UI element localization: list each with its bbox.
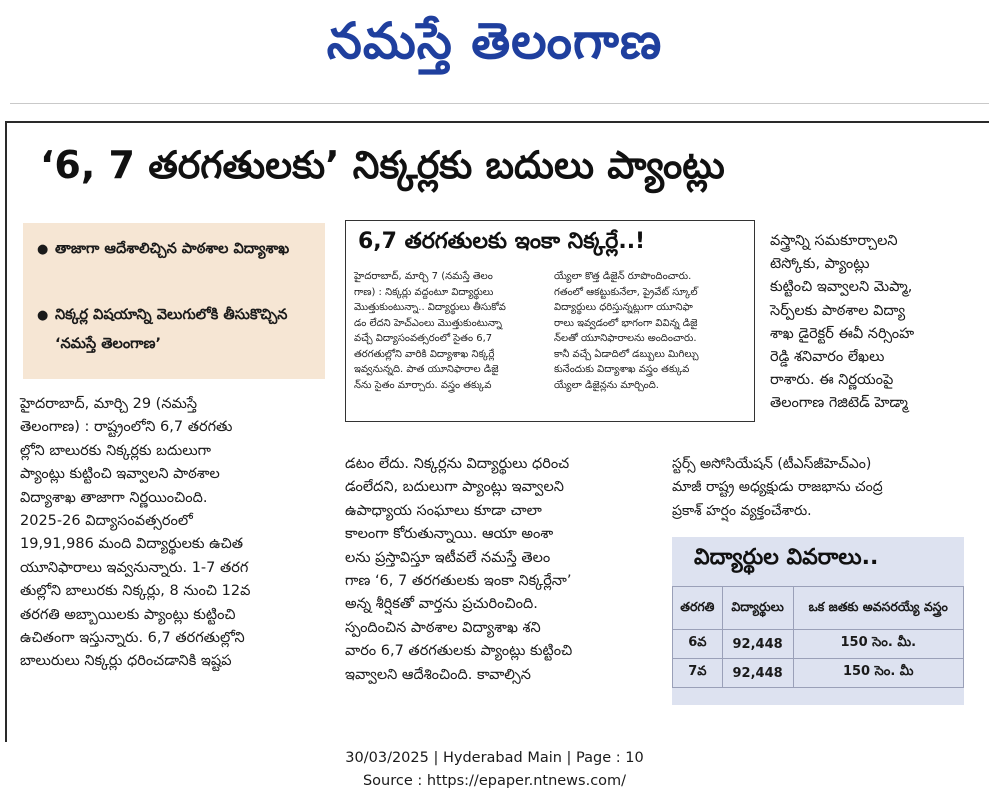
article-column-2: డటం లేదు. నిక్కర్లను విద్యార్థులు ధరించ డంలేదని, బదులుగా ప్యాంట్లు ఇవ్వాలని ఉపాధ్యాయ సంఘాలు కూడా చాలా కాలంగా కోరుతున్నాయి. ఆయా అంశా లను ప్రస్తావిస్తూ ఇటీవలే నమస్తే తెలం గాణ ‘6, 7 తరగతులకు ఇంకా నిక్కర్లేనా’ అన్న శీర్షికతో వార్తను ప్రచురించింది. స్పందించిన పాఠశాల విద్యాశాఖ శని వారం 6,7 తరగతులకు ప్యాంట్లు కుట్టించి ఇవ్వాలని ఆదేశించింది. కావాల్సిన — [345, 456, 573, 683]
table-header-row: తరగతి విద్యార్థులు ఒక జతకు అవసరయ్యే వస్త్రం — [673, 587, 964, 630]
inset-column-left: హైదరాబాద్, మార్చి 7 (నమస్తే తెలం గాణ) : నిక్కర్లు వద్దంటూ విద్యార్థులు మొత్తుకుంటున్నా.. విద్యార్థులు తీసుకోవ డం లేదని హెచ్ఎంలు మొత్తుకుంటున్నా వచ్చే విద్యాసంవత్సరంలో సైతం 6,7 తరగతుల్లోని వారికి విద్యాశాఖ నిక్కర్లే ఇవ్వనున్నది. పాత యూనిఫారాల డిజై న్‌ను సైతం మార్చారు. వస్త్రం తక్కువ — [354, 271, 506, 391]
student-details-table — [672, 586, 964, 688]
bullet-icon: ● — [37, 242, 49, 257]
highlights-box — [23, 223, 325, 379]
article-column-1: హైదరాబాద్, మార్చి 29 (నమస్తే తెలంగాణ) : రాష్ట్రంలోని 6,7 తరగతు ల్లోని బాలురకు నిక్కర్లకు బదులుగా ప్యాంట్లు కుట్టించి ఇవ్వాలని పాఠశాల విద్యాశాఖ తాజాగా నిర్ణయించింది. 2025-26 విద్యాసంవత్సరంలో 19,91,986 మంది విద్యార్థులకు ఉచిత యూనిఫారాలు ఇవ్వనున్నారు. 1-7 తరగ తుల్లోని బాలురకు నిక్కర్లు, 8 నుంచి 12వ తరగతి అబ్బాయిలకు ప్యాంట్లు కుట్టించి ఉచితంగా ఇస్తున్నారు. 6,7 తరగతుల్లోని బాలురులు నిక్కర్లు ధరించడానికి ఇష్టప — [20, 396, 251, 670]
newspaper-logo: నమస్తే తెలంగాణ — [326, 12, 663, 70]
footer-source-line: Source : https://epaper.ntnews.com/ — [362, 773, 627, 789]
student-details-box — [672, 537, 964, 705]
article-column-3-top: వస్త్రాన్ని సమకూర్చాలని టెస్కోకు, ప్యాంట్లు కుట్టించి ఇవ్వాలని మెప్మా, సెర్ప్‌లకు పాఠశాల విద్యా శాఖ డైరెక్టర్ ఈవీ నర్సింహ రెడ్డి శనివారం లేఖలు రాశారు. ఈ నిర్ణయంపై తెలంగాణ గెజిటెడ్ హెడ్మా — [770, 233, 915, 412]
inset-headline: 6,7 తరగతులకు ఇంకా నిక్కర్లే..! — [358, 229, 646, 254]
table-row: 7వ 92,448 150 సెం. మీ — [673, 659, 964, 688]
highlight-item: ● నిక్కర్ల విషయాన్ని వెలుగులోకి తీసుకొచ్చిన ‘నమస్తే తెలంగాణ’ — [37, 301, 322, 359]
article-column-3-bottom: స్టర్స్ అసోసియేషన్ (టీఎస్‌జీహెచ్ఎం) మాజీ రాష్ట్ర అధ్యక్షుడు రాజభాను చంద్ర ప్రకాశ్ హర్షం వ్యక్తంచేశారు. — [672, 456, 883, 519]
bullet-icon: ● — [37, 308, 49, 323]
table-row: 6వ 92,448 150 సెం. మీ. — [673, 630, 964, 659]
masthead — [0, 0, 989, 92]
article-headline: ‘6, 7 తరగతులకు’ నిక్కర్లకు బదులు ప్యాంట్లు — [40, 143, 725, 187]
table-title: విద్యార్థుల వివరాలు.. — [694, 545, 879, 570]
masthead-divider — [10, 103, 989, 104]
inset-column-right: య్యేలా కొత్త డిజైన్ రూపొందించారు. గతంలో ఆకట్టుకునేలా, ప్రైవేట్ స్కూల్ విద్యార్థులు ధరిస్తున్నట్లుగా యూనిఫా రాలు ఇవ్వడంలో భాగంగా వివిన్న డిజై న్‌లతో యూనిఫారాలను అందించారు. కానీ వచ్చే ఏడాదిలో డబ్బులు మిగిల్చు కునేందుకు విద్యాశాఖ వస్త్రం తక్కువ య్యేలా డిజైన్లను మార్చింది. — [554, 271, 699, 391]
highlight-item: ● తాజాగా ఆదేశాలిచ్చిన పాఠశాల విద్యాశాఖ — [37, 235, 322, 264]
footer-date-line: 30/03/2025 | Hyderabad Main | Page : 10 — [345, 750, 644, 766]
inset-box — [345, 220, 755, 422]
